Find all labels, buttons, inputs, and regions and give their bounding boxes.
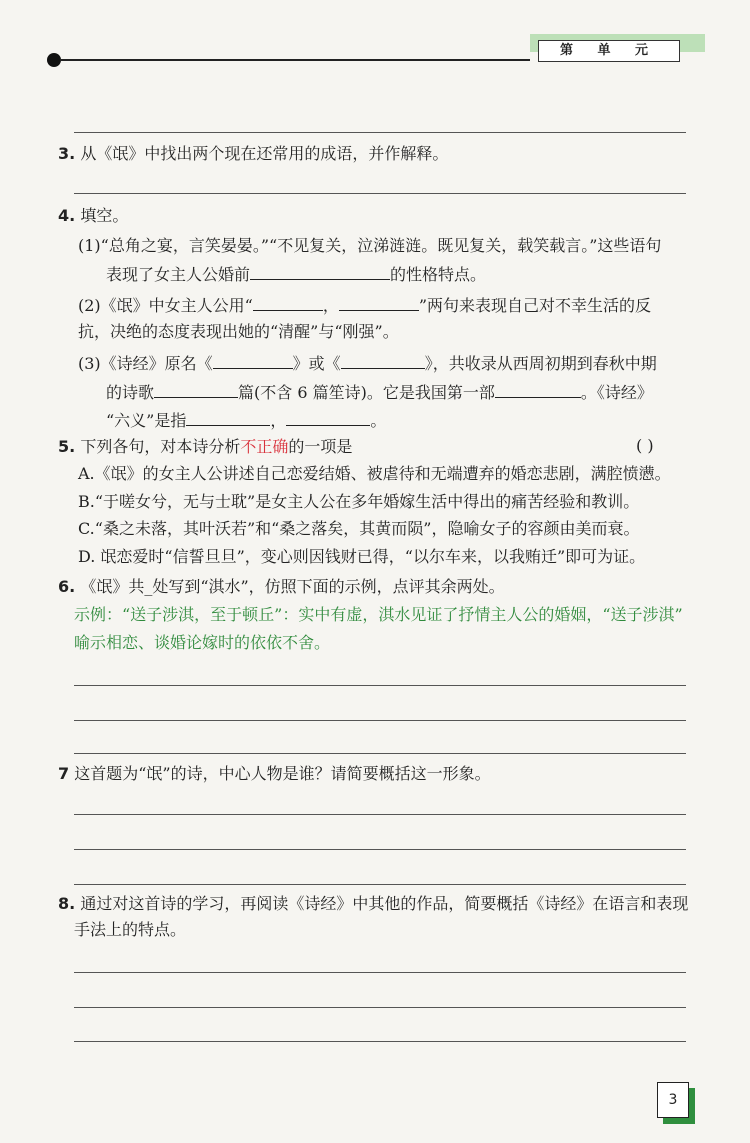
- question-6: [58, 576, 505, 598]
- text: ”两句来表现自己对不幸生活的反: [418, 296, 652, 315]
- text: 》，共收录从西周初期到春秋中期: [424, 354, 657, 373]
- option-d: D. 氓恋爱时“信誓旦旦”，变心则因钱财已得，“以尔车来，以我贿迁”即可为证。: [78, 547, 646, 566]
- question-number: 5.: [58, 437, 76, 456]
- text: 抗，决绝的态度表现出她的“清醒”与“刚强”。: [78, 322, 399, 341]
- question-number: 7: [58, 764, 70, 783]
- header-bullet: [47, 53, 61, 67]
- question-5: [58, 436, 352, 458]
- question-8: [58, 893, 688, 915]
- question-4: [58, 205, 128, 227]
- fill-blank[interactable]: [495, 381, 581, 398]
- text: 下列各句，对本诗分析: [80, 437, 241, 456]
- fill-blank[interactable]: [341, 352, 425, 369]
- text: 的性格特点。: [390, 265, 487, 284]
- answer-line: [74, 1041, 686, 1042]
- fill-blank[interactable]: [253, 294, 323, 311]
- example-line-1: 示例：“送子涉淇，至于顿丘”：实中有虚，淇水见证了抒情主人公的婚姻，“送子涉淇”: [74, 605, 683, 624]
- q4-sub1-line2: [106, 263, 486, 286]
- question-3: [58, 143, 448, 165]
- answer-line: [74, 132, 686, 133]
- text: (3)《诗经》原名《: [78, 354, 213, 373]
- option-c: C.“桑之未落，其叶沃若”和“桑之落矣，其黄而陨”，隐喻女子的容颜由美而衰。: [78, 519, 640, 538]
- q4-sub1-line1: [78, 235, 661, 257]
- header-rule: [60, 59, 530, 61]
- text: “六义”是指: [106, 411, 187, 430]
- answer-line: [74, 1007, 686, 1008]
- answer-line: [74, 193, 686, 194]
- answer-parentheses[interactable]: ( ): [636, 436, 654, 455]
- text: ，: [270, 411, 287, 430]
- option-b: B.“于嗟女兮，无与士耽”是女主人公在多年婚嫁生活中得出的痛苦经验和教训。: [78, 492, 640, 511]
- question-text: 这首题为“氓”的诗，中心人物是谁？请简要概括这一形象。: [74, 764, 491, 783]
- question-number: 3.: [58, 144, 76, 163]
- question-8-line-2: 手法上的特点。: [74, 920, 187, 939]
- question-text: 《氓》共_处写到“淇水”，仿照下面的示例，点评其余两处。: [80, 577, 505, 596]
- fill-blank[interactable]: [339, 294, 419, 311]
- q4-sub3-line1: [78, 352, 657, 375]
- text: 篇(不含 6 篇笙诗)。它是我国第一部: [238, 383, 495, 402]
- unit-label: 第 单 元: [538, 40, 680, 62]
- answer-line: [74, 685, 686, 686]
- fill-blank[interactable]: [250, 263, 390, 280]
- text: 》或《: [292, 354, 341, 373]
- text: 表现了女主人公婚前: [106, 265, 251, 284]
- question-number: 8.: [58, 894, 76, 913]
- option-a: A.《氓》的女主人公讲述自己恋爱结婚、被虐待和无端遭弃的婚恋悲剧，满腔愤懑。: [78, 464, 671, 483]
- answer-line: [74, 972, 686, 973]
- q4-sub3-line2: [106, 381, 653, 404]
- question-number: 4.: [58, 206, 76, 225]
- page-number: 3: [657, 1082, 689, 1118]
- text: 。: [370, 411, 387, 430]
- question-title: 填空。: [80, 206, 129, 225]
- fill-blank[interactable]: [286, 409, 370, 426]
- example-line-2: 喻示相恋、谈婚论嫁时的依依不舍。: [74, 633, 331, 652]
- fill-blank[interactable]: [213, 352, 293, 369]
- question-text: 从《氓》中找出两个现在还常用的成语，并作解释。: [80, 144, 449, 163]
- q4-sub2-line2: [78, 321, 399, 343]
- answer-line: [74, 720, 686, 721]
- text: 的诗歌: [106, 383, 155, 402]
- fill-blank[interactable]: [186, 409, 270, 426]
- answer-line: [74, 753, 686, 754]
- question-7: [58, 763, 491, 785]
- answer-line: [74, 849, 686, 850]
- text: 的一项是: [288, 437, 353, 456]
- q4-sub2-line1: [78, 294, 651, 317]
- text: (2)《氓》中女主人公用“: [78, 296, 253, 315]
- fill-blank[interactable]: [154, 381, 238, 398]
- question-text: 通过对这首诗的学习，再阅读《诗经》中其他的作品，简要概括《诗经》在语言和表现: [80, 894, 689, 913]
- question-number: 6.: [58, 577, 76, 596]
- text: (1)“总角之宴，言笑晏晏。”“不见复关，泣涕涟涟。既见复关，载笑载言。”这些语句: [78, 236, 662, 255]
- text: 。《诗经》: [580, 383, 653, 402]
- text: ，: [322, 296, 339, 315]
- answer-line: [74, 814, 686, 815]
- q4-sub3-line3: [106, 409, 386, 432]
- emphasis-text: 不正确: [240, 437, 289, 456]
- answer-line: [74, 884, 686, 885]
